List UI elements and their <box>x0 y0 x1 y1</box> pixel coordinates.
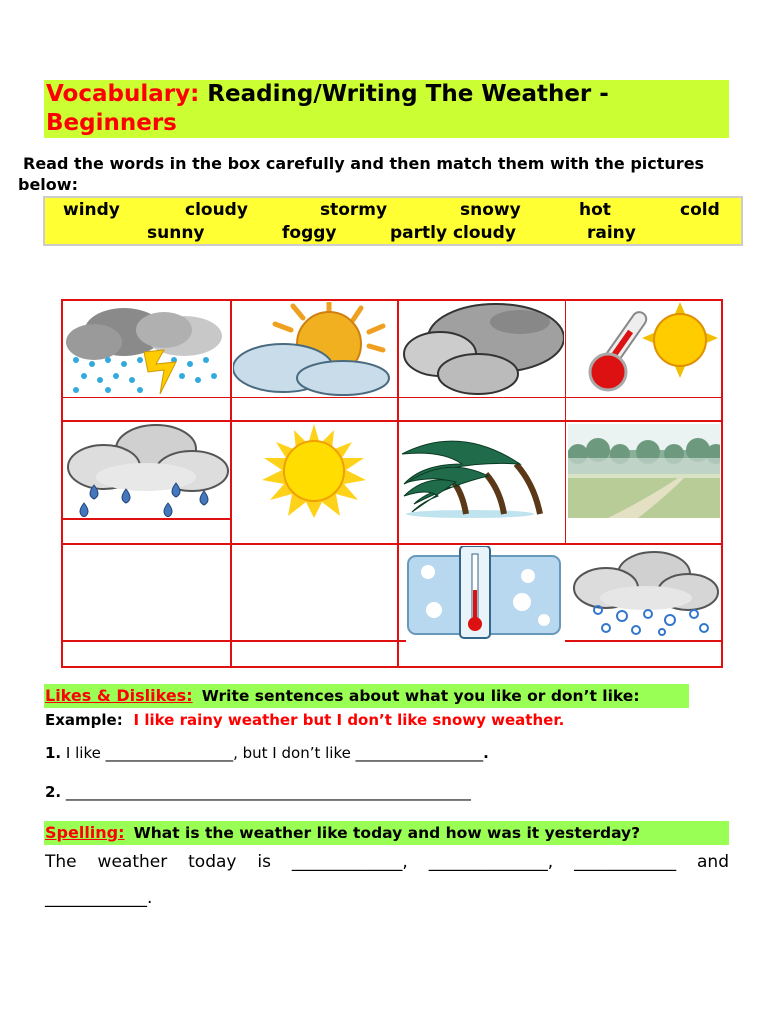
likes-line-2-number: 2. <box>45 783 62 801</box>
word-stormy: stormy <box>320 200 388 220</box>
rainy-icon <box>64 423 230 517</box>
likes-heading <box>45 686 640 705</box>
likes-prompt: Write sentences about what you like or don’t like: <box>201 687 640 705</box>
likes-line-1-text: I like _________________, but I don’t like _________________ <box>65 744 484 762</box>
spelling-line-2: ____________. <box>45 888 153 908</box>
likes-line-2 <box>45 783 471 801</box>
likes-line-2-text: ______________________________________________________ <box>65 783 471 801</box>
title-vocabulary: Vocabulary: <box>46 81 200 107</box>
hot-icon <box>568 302 720 396</box>
likes-line-1-end: . <box>483 744 489 762</box>
word-cold: cold <box>680 200 720 220</box>
title-main: Reading/Writing The Weather - <box>207 81 609 107</box>
likes-line-1-number: 1. <box>45 744 62 762</box>
word-windy: windy <box>63 200 120 220</box>
likes-line-1 <box>45 744 489 762</box>
cold-icon <box>404 546 564 640</box>
example-text: I like rainy weather but I don’t like snowy weather. <box>133 711 565 729</box>
cloudy-icon <box>400 302 564 396</box>
title-level: Beginners <box>46 110 177 136</box>
spelling-prompt: What is the weather like today and how was it yesterday? <box>133 824 641 842</box>
word-hot: hot <box>579 200 611 220</box>
windy-icon <box>400 424 562 518</box>
word-foggy: foggy <box>282 223 337 243</box>
word-rainy: rainy <box>587 223 636 243</box>
foggy-icon <box>568 424 720 518</box>
example-label: Example: <box>45 711 123 729</box>
word-snowy: snowy <box>460 200 521 220</box>
spelling-line-1: The weather today is _____________, ______________, ____________ and <box>45 852 729 872</box>
spelling-heading <box>45 823 640 842</box>
example-line <box>45 711 564 729</box>
word-partly-cloudy: partly cloudy <box>390 223 516 243</box>
stormy-icon <box>64 302 228 396</box>
instructions: Read the words in the box carefully and then match them with the pictures below: <box>18 154 705 194</box>
likes-label: Likes & Dislikes: <box>45 686 193 705</box>
snowy-icon <box>570 548 720 636</box>
spelling-label: Spelling: <box>45 823 125 842</box>
partly-cloudy-icon <box>233 302 395 396</box>
sunny-icon <box>236 424 392 518</box>
word-cloudy: cloudy <box>185 200 248 220</box>
word-sunny: sunny <box>147 223 205 243</box>
